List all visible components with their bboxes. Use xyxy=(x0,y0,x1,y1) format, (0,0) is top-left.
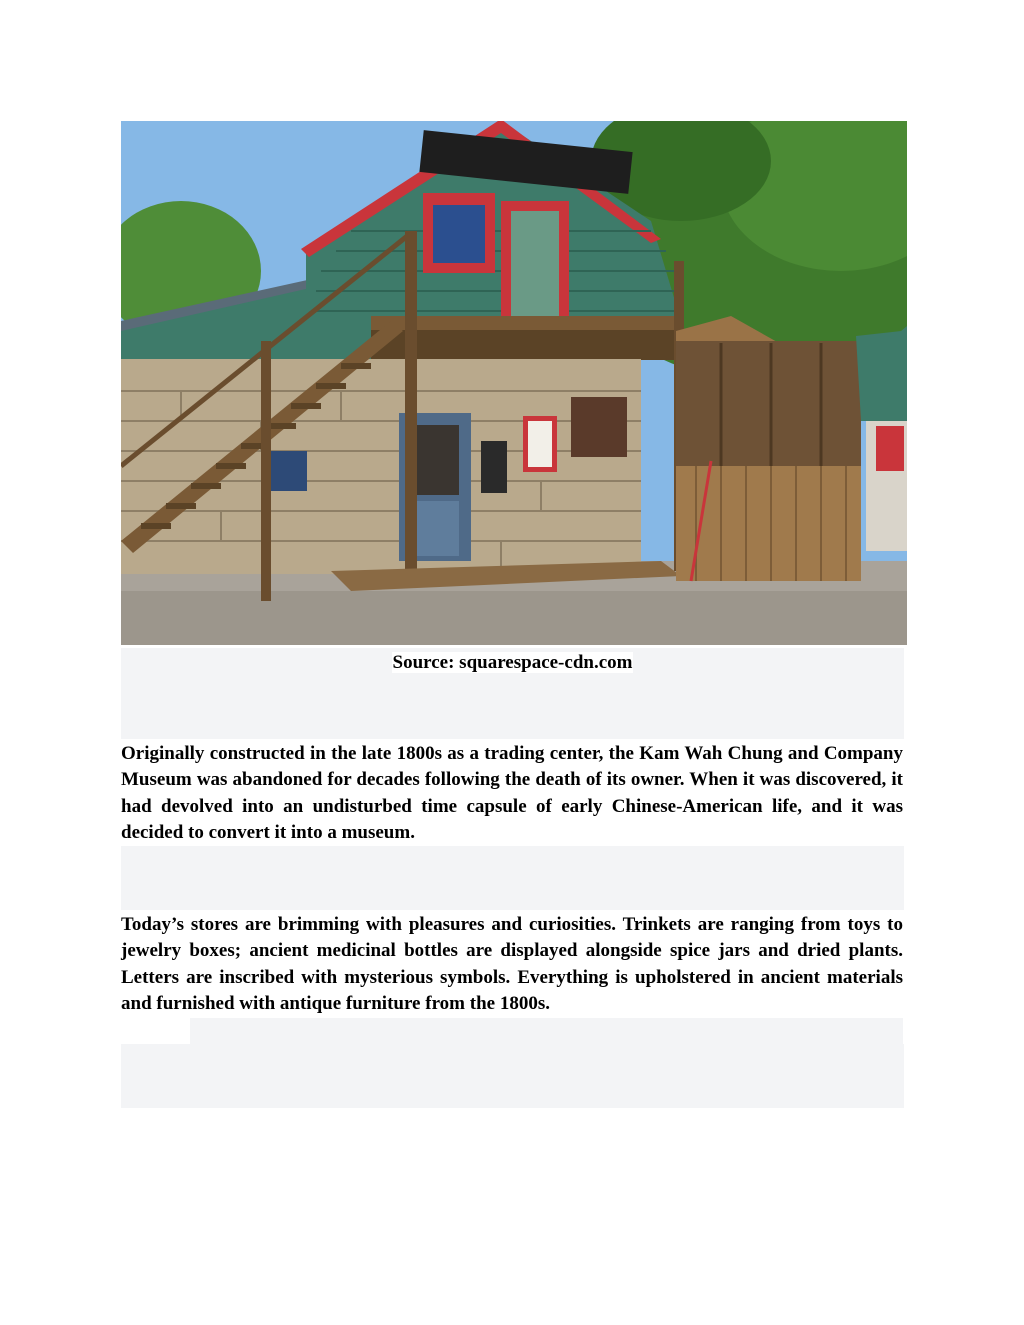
paragraph-2-tail-background xyxy=(190,1018,903,1045)
museum-photo xyxy=(121,121,907,645)
paragraph-2: Today’s stores are brimming with pleasures and curiosities. Trinkets are ranging from toys to jewelry boxes; ancient medicinal bottles are displayed alongside spice jars and dried plants. Letters are inscribed with mysterious symbols. Everything is upholstered in ancient materials and furnished with antique furniture from the 1800s. xyxy=(121,914,903,1014)
paragraph-1: Originally constructed in the late 1800s as a trading center, the Kam Wah Chung and Company Museum was abandoned for decades following the death of its owner. When it was discovered, it had devolved into an undisturbed time capsule of early Chinese-American life, and it was decided to convert it into a museum. xyxy=(121,743,903,843)
museum-photo-illustration xyxy=(121,121,907,645)
caption-text: Source: squarespace-cdn.com xyxy=(392,652,633,673)
image-caption xyxy=(121,650,904,676)
spacer-2 xyxy=(121,1044,904,1108)
spacer-1 xyxy=(121,846,904,910)
